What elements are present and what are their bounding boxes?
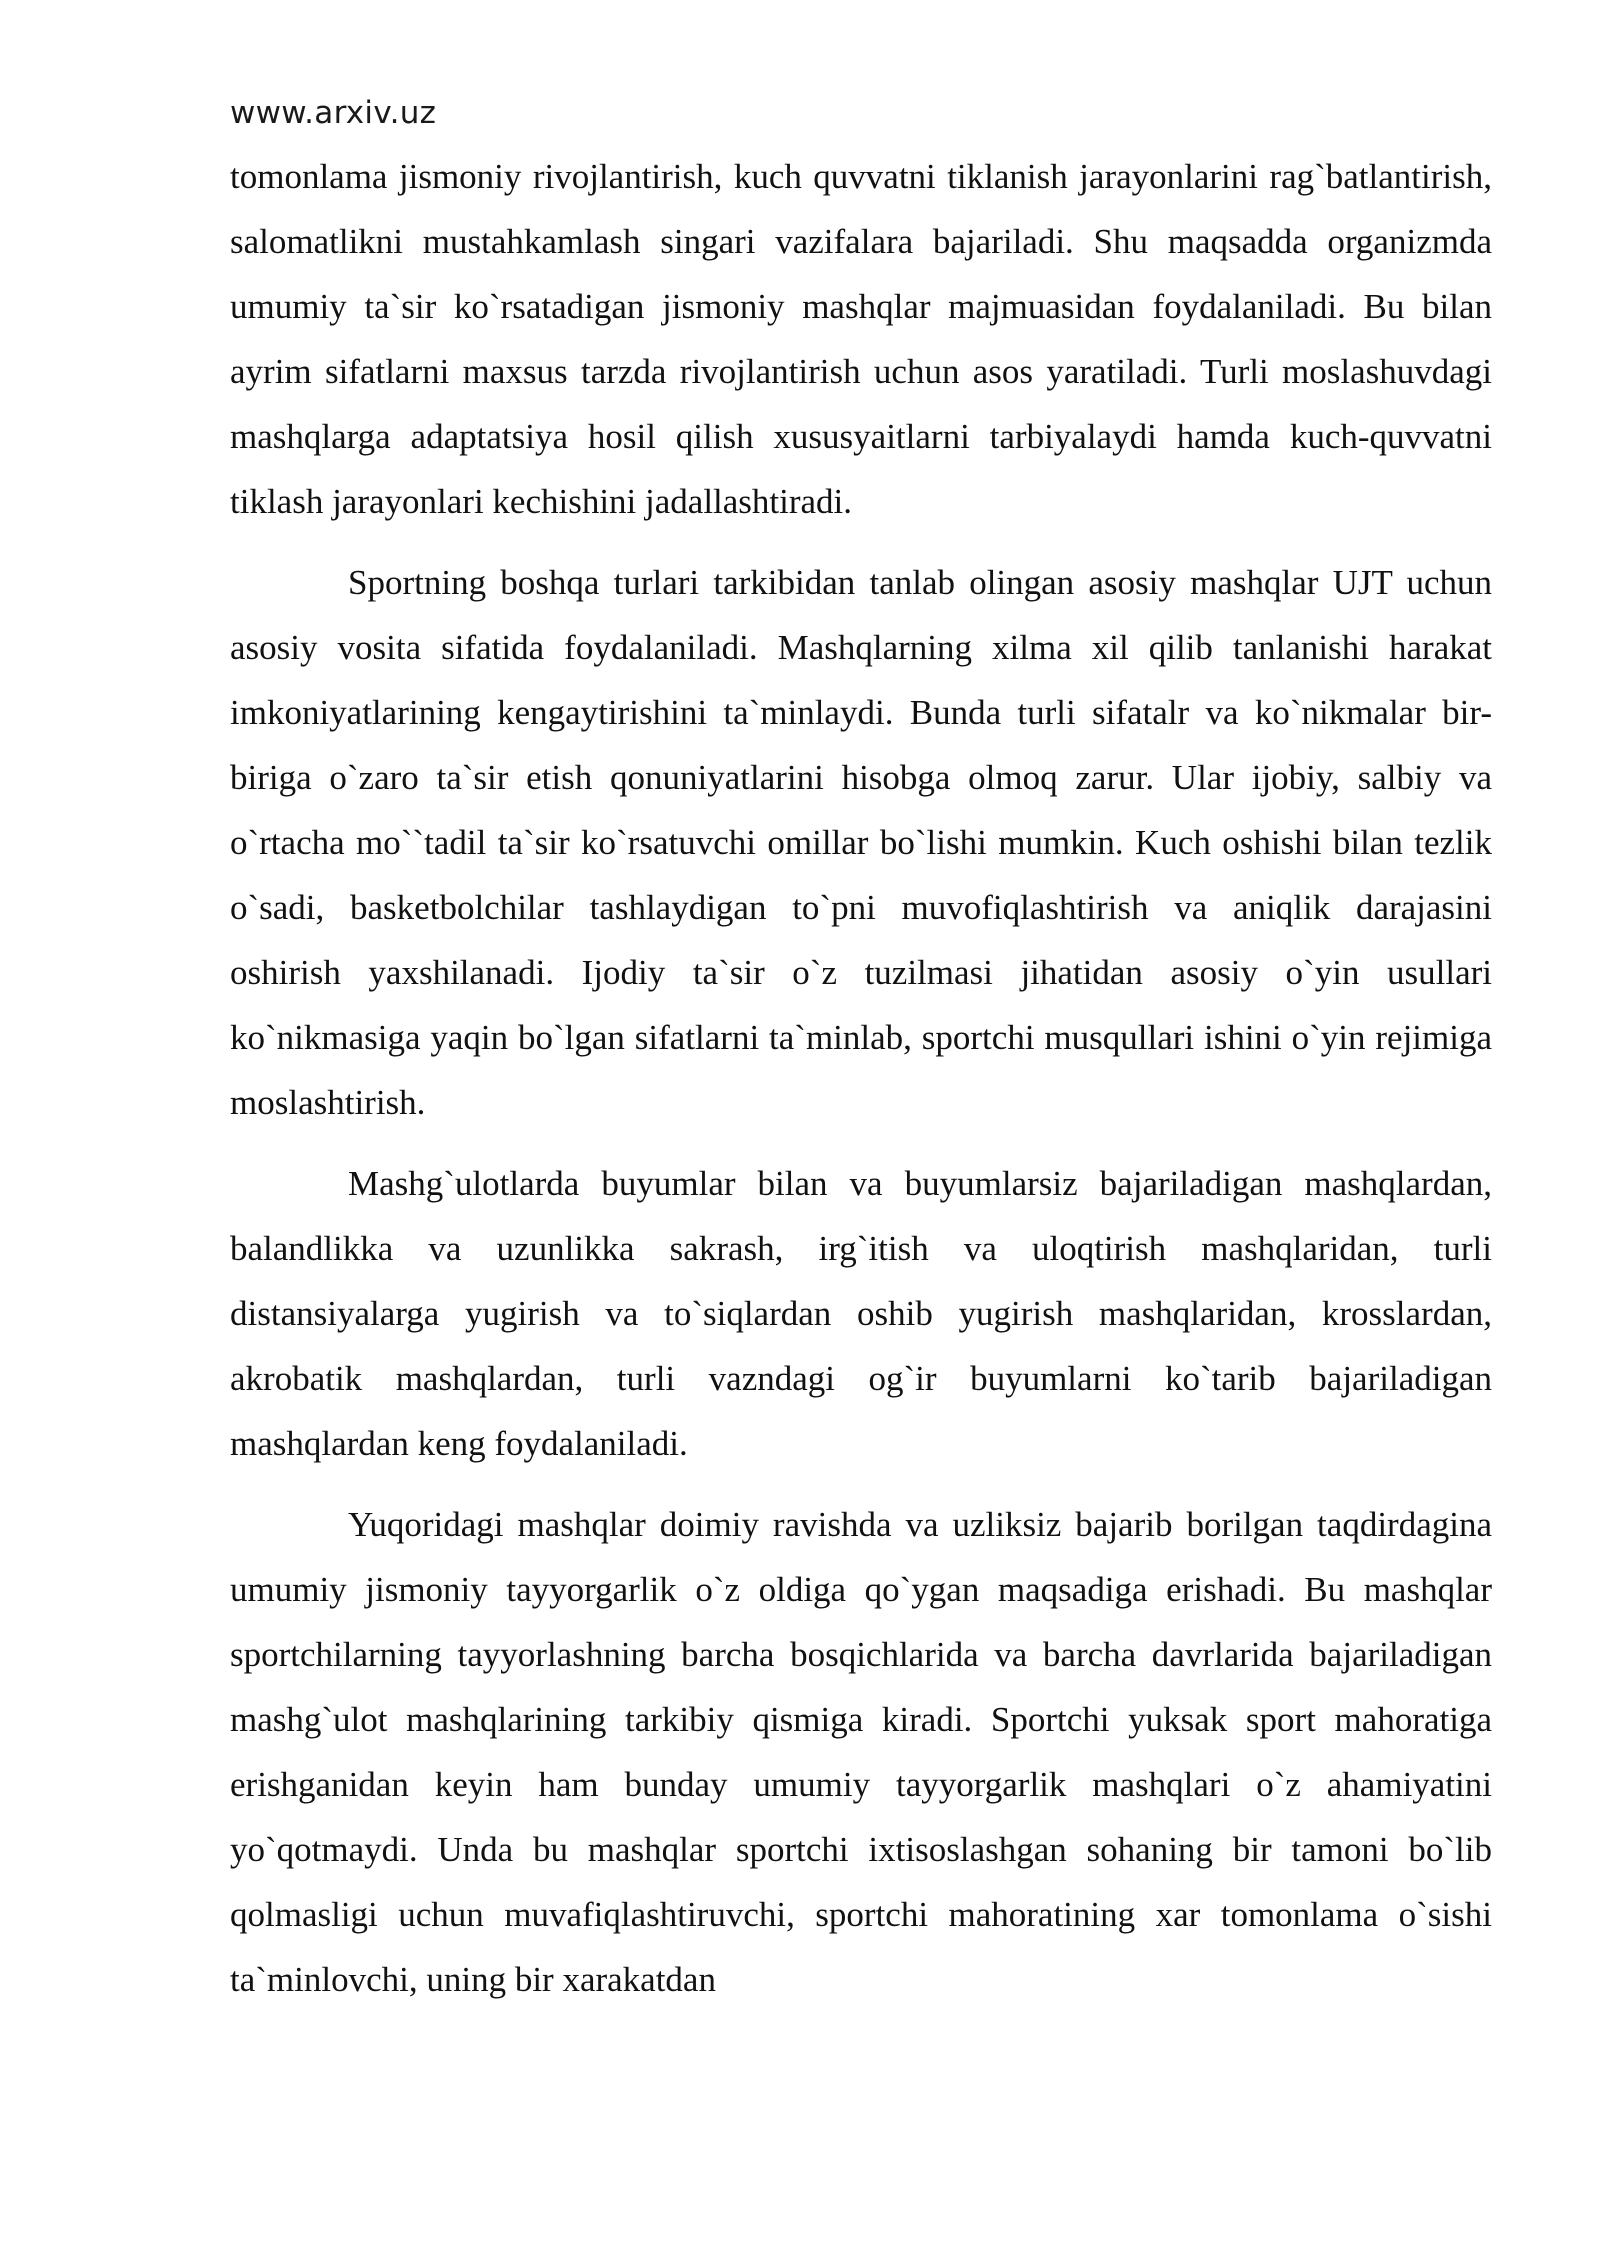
paragraph-4: Yuqoridagi mashqlar doimiy ravishda va uzliksiz bajarib borilgan taqdirdagina umumiy jismoniy tayyorgarlik o`z oldiga qo`ygan maqsadiga erishadi. Bu mashqlar sportchilarning tayyorlashning barcha bosqichlarida va barcha davrlarida bajariladigan mashg`ulot mashqlarining tarkibiy qismiga kiradi. Sportchi yuksak sport mahoratiga erishganidan keyin ham bunday umumiy tayyorgarlik mashqlari o`z ahamiyatini yo`qotmaydi. Unda bu mashqlar sportchi ixtisoslashgan sohaning bir tamoni bo`lib qolmasligi uchun muvafiqlashtiruvchi, sportchi mahoratining xar tomonlama o`sishi ta`minlovchi, uning bir xarakatdan [230,1505,1492,1999]
document-body [230,144,1492,2012]
paragraph-1: tomonlama jismoniy rivojlantirish, kuch quvvatni tiklanish jarayonlarini rag`batlantirish, salomatlikni mustahkamlash singari vazifalara bajariladi. Shu maqsadda organizmda umumiy ta`sir ko`rsatadigan jismoniy mashqlar majmuasidan foydalaniladi. Bu bilan ayrim sifatlarni maxsus tarzda rivojlantirish uchun asos yaratiladi. Turli moslashuvdagi mashqlarga adaptatsiya hosil qilish xususyaitlarni tarbiyalaydi hamda kuch-quvvatni tiklash jarayonlari kechishini jadallashtiradi. [230,157,1492,521]
site-watermark: www.arxiv.uz [230,95,437,131]
paragraph-2: Sportning boshqa turlari tarkibidan tanlab olingan asosiy mashqlar UJT uchun asosiy vosita sifatida foydalaniladi. Mashqlarning xilma xil qilib tanlanishi harakat imkoniyatlarining kengaytirishini ta`minlaydi. Bunda turli sifatalr va ko`nikmalar bir-biriga o`zaro ta`sir etish qonuniyatlarini hisobga olmoq zarur. Ular ijobiy, salbiy va o`rtacha mo``tadil ta`sir ko`rsatuvchi omillar bo`lishi mumkin. Kuch oshishi bilan tezlik o`sadi, basketbolchilar tashlaydigan to`pni muvofiqlashtirish va aniqlik darajasini oshirish yaxshilanadi. Ijodiy ta`sir o`z tuzilmasi jihatidan asosiy o`yin usullari ko`nikmasiga yaqin bo`lgan sifatlarni ta`minlab, sportchi musqullari ishini o`yin rejimiga moslashtirish. [230,563,1492,1122]
paragraph-3: Mashg`ulotlarda buyumlar bilan va buyumlarsiz bajariladigan mashqlardan, balandlikka va uzunlikka sakrash, irg`itish va uloqtirish mashqlaridan, turli distansiyalarga yugirish va to`siqlardan oshib yugirish mashqlaridan, krosslardan, akrobatik mashqlardan, turli vazndagi og`ir buyumlarni ko`tarib bajariladigan mashqlardan keng foydalaniladi. [230,1164,1492,1463]
